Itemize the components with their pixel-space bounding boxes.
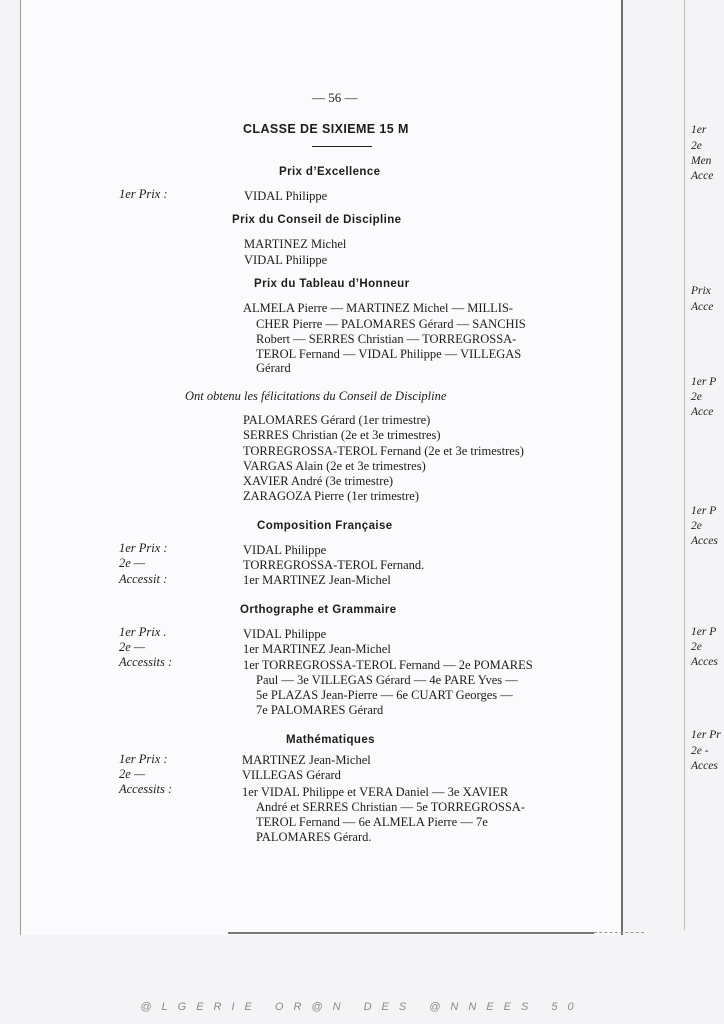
tableau-line: ALMELA Pierre — MARTINEZ Michel — MILLIS- [243, 301, 514, 315]
mathematiques-line: MARTINEZ Jean-Michel [242, 753, 371, 767]
label-composition: 1er Prix : [119, 541, 168, 555]
orthographe-line: 7e PALOMARES Gérard [256, 703, 384, 717]
next-page-fragment: Acce [691, 406, 714, 418]
composition-line: 1er MARTINEZ Jean-Michel [243, 573, 391, 587]
heading-mathematiques: Mathématiques [286, 734, 375, 746]
page-title: CLASSE DE SIXIEME 15 M [243, 122, 409, 136]
next-page-fragment: Acces [691, 535, 718, 547]
next-page-fragment: Acce [691, 170, 714, 182]
label-orthographe: Accessits : [119, 655, 173, 669]
label-orthographe: 2e — [119, 640, 146, 654]
label-mathematiques: 1er Prix : [119, 752, 168, 766]
footer-watermark: @LGERIE OR@N DES @NNEES 50 [140, 1001, 584, 1013]
page-bottom-rule [228, 932, 594, 934]
label-mathematiques: Accessits : [119, 782, 173, 796]
next-page-fragment: Acces [691, 656, 718, 668]
felicitations-line: TORREGROSSA-TEROL Fernand (2e et 3e trimestres) [243, 444, 524, 458]
tableau-line: Robert — SERRES Christian — TORREGROSSA- [256, 332, 517, 346]
tableau-line: Gérard [256, 361, 291, 375]
orthographe-line: 1er MARTINEZ Jean-Michel [243, 642, 391, 656]
orthographe-line: 5e PLAZAS Jean-Pierre — 6e CUART Georges — [256, 688, 513, 702]
heading-composition: Composition Française [257, 520, 393, 532]
felicitations-line: VARGAS Alain (2e et 3e trimestres) [243, 459, 426, 473]
next-page-fragment: 1er Pr [691, 729, 721, 741]
conseil-line: MARTINEZ Michel [244, 237, 347, 251]
heading-felicitations: Ont obtenu les félicitations du Conseil de Discipline [185, 389, 447, 403]
mathematiques-line: VILLEGAS Gérard [242, 768, 341, 782]
excellence-line: VIDAL Philippe [244, 189, 328, 203]
heading-conseil: Prix du Conseil de Discipline [232, 214, 402, 226]
page-number: — 56 — [312, 90, 358, 105]
heading-tableau: Prix du Tableau d’Honneur [254, 278, 410, 290]
orthographe-line: VIDAL Philippe [243, 627, 327, 641]
tableau-line: TEROL Fernand — VIDAL Philippe — VILLEGAS [256, 347, 522, 361]
composition-line: TORREGROSSA-TEROL Fernand. [243, 558, 425, 572]
orthographe-line: Paul — 3e VILLEGAS Gérard — 4e PARE Yves — [256, 673, 518, 687]
next-page-fragment: 1er P [691, 505, 717, 517]
label-excellence-prix: 1er Prix : [119, 187, 168, 201]
next-page-fragment: 1er P [691, 376, 717, 388]
next-page-fragment: 2e [691, 641, 702, 653]
label-orthographe: 1er Prix . [119, 625, 167, 639]
felicitations-line: SERRES Christian (2e et 3e trimestres) [243, 428, 441, 442]
mathematiques-line: TEROL Fernand — 6e ALMELA Pierre — 7e [256, 815, 488, 829]
heading-orthographe: Orthographe et Grammaire [240, 604, 397, 616]
felicitations-line: XAVIER André (3e trimestre) [243, 474, 394, 488]
mathematiques-line: 1er VIDAL Philippe et VERA Daniel — 3e XAVIER [242, 785, 509, 799]
title-rule [312, 146, 372, 147]
next-page-fragment: Acces [691, 760, 718, 772]
next-page-fragment: 1er [691, 124, 707, 136]
label-mathematiques: 2e — [119, 767, 146, 781]
page-bottom-rule-faint [594, 932, 644, 933]
next-page-fragment: 1er P [691, 626, 717, 638]
conseil-line: VIDAL Philippe [244, 253, 328, 267]
tableau-line: CHER Pierre — PALOMARES Gérard — SANCHIS [256, 317, 526, 331]
felicitations-line: PALOMARES Gérard (1er trimestre) [243, 413, 431, 427]
next-page-fragment: 2e [691, 520, 702, 532]
next-page-fragment: Acce [691, 301, 714, 313]
mathematiques-line: PALOMARES Gérard. [256, 830, 372, 844]
label-composition: 2e — [119, 556, 146, 570]
next-page-fragment: 2e [691, 391, 702, 403]
label-composition: Accessit : [119, 572, 168, 586]
next-page-fragment: Prix [691, 285, 711, 297]
heading-excellence: Prix d’Excellence [279, 166, 381, 178]
orthographe-line: 1er TORREGROSSA-TEROL Fernand — 2e POMARES [243, 658, 533, 672]
felicitations-line: ZARAGOZA Pierre (1er trimestre) [243, 489, 419, 503]
next-page-fragment: 2e [691, 140, 702, 152]
next-page-fragment: Men [691, 155, 712, 167]
next-page-fragment: 2e - [691, 745, 709, 757]
composition-line: VIDAL Philippe [243, 543, 327, 557]
mathematiques-line: André et SERRES Christian — 5e TORREGROSSA- [256, 800, 525, 814]
next-page-border [684, 0, 685, 930]
next-page-edge [684, 0, 724, 1024]
